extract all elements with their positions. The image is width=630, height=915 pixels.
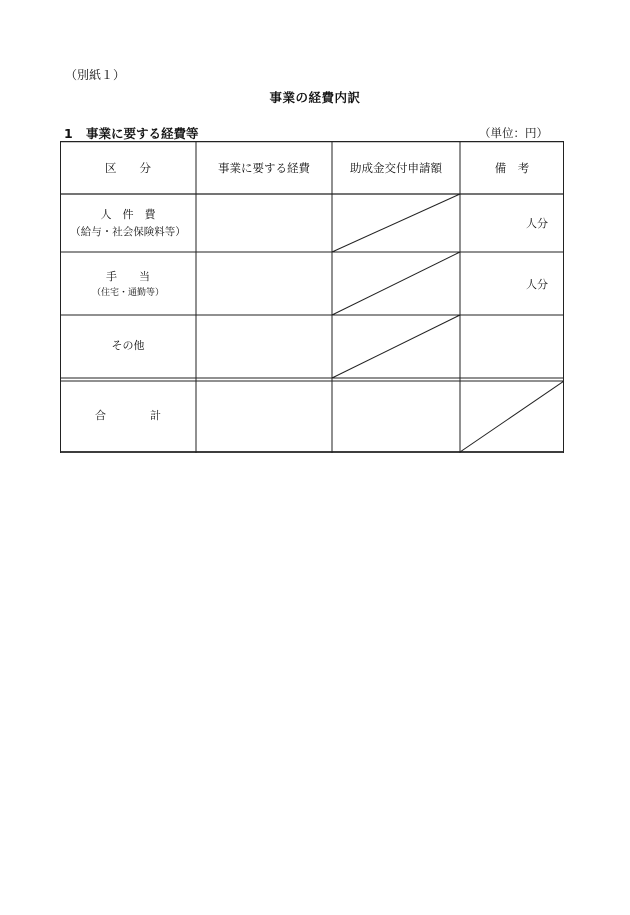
expense-table: [60, 141, 564, 453]
diagonal-strike: [460, 381, 564, 452]
unit-label: （単位：円）: [479, 126, 548, 140]
cell-project-cost-personnel[interactable]: [196, 194, 332, 252]
diagonal-strike: [332, 252, 460, 315]
cell-project-cost-total[interactable]: [196, 381, 332, 452]
cell-remarks-personnel: 人分: [526, 217, 548, 230]
total-label: 合 計: [95, 409, 161, 423]
header-category: 区 分: [105, 160, 151, 175]
header-remarks: 備 考: [494, 160, 530, 175]
cell-project-cost-allowances[interactable]: [196, 252, 332, 315]
section-title: 事業に要する経費等: [86, 126, 199, 141]
row-label: 手 当: [106, 269, 150, 283]
cell-grant-amount-total[interactable]: [332, 381, 460, 452]
row-sublabel: （住宅・通勤等）: [91, 288, 164, 299]
row-label-total: [60, 381, 196, 452]
diagonal-strike: [332, 315, 460, 378]
document-title: 事業の経費内訳: [269, 90, 361, 105]
row-label: その他: [111, 339, 145, 353]
diagonal-strike: [332, 194, 460, 252]
row-label: 人 件 費: [100, 208, 156, 222]
cell-remarks-other[interactable]: [460, 315, 564, 378]
row-sublabel: （給与・社会保険料等）: [70, 225, 186, 238]
section-heading: [64, 124, 199, 142]
header-project-cost: 事業に要する経費: [218, 160, 310, 175]
row-label-personnel: [60, 194, 196, 252]
section-number: 1: [64, 126, 73, 141]
header-grant-amount: 助成金交付申請額: [350, 160, 442, 175]
cell-project-cost-other[interactable]: [196, 315, 332, 378]
attachment-label: （別紙１）: [65, 68, 126, 82]
row-label-allowances: [60, 252, 196, 315]
cell-remarks-allowances: 人分: [526, 277, 548, 291]
row-label-other: [60, 315, 196, 378]
